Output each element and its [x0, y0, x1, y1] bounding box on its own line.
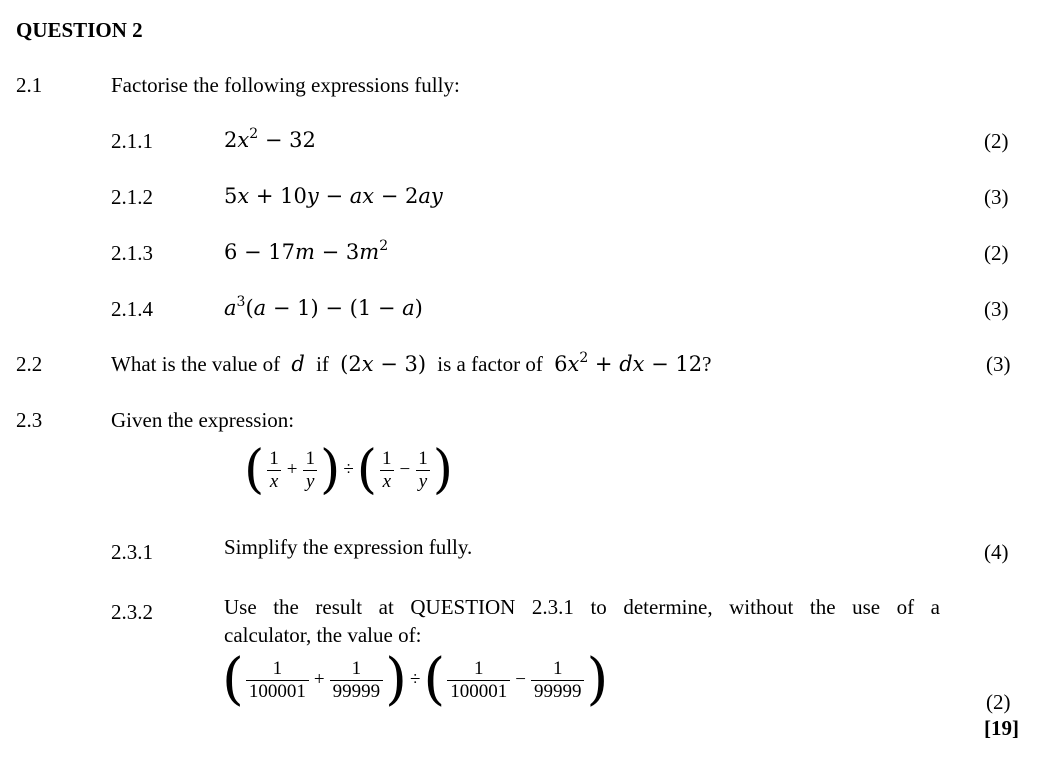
denominator: 100001 [246, 680, 309, 703]
question-2-3-intro: Given the expression: [111, 408, 295, 432]
fraction-expression-1: ( $\frac{1}{x}$ + $\frac{1}{y}$ ) ÷ ( $\frac{1}{x}$ − $\frac{1}{y}$ ) [244, 440, 454, 500]
denominator: x [267, 470, 281, 493]
denominator: y [303, 470, 317, 493]
numerator: 1 [272, 657, 283, 679]
denominator: y [416, 470, 430, 493]
divide-operator: ÷ [409, 669, 421, 690]
divide-operator: ÷ [343, 459, 354, 480]
marks-2-3-2: (2) [986, 690, 1011, 714]
question-2-2-text [111, 352, 711, 377]
item-number-2-1-1: 2.1.1 [111, 129, 153, 153]
question-2-2-text-a: What is the value of [111, 352, 281, 376]
total-marks: [19] [984, 716, 1019, 740]
numerator: 1 [473, 657, 484, 679]
denominator: 100001 [447, 680, 510, 703]
numerator: 1 [351, 657, 362, 679]
numerator: 1 [418, 447, 428, 469]
question-number-2-1: 2.1 [16, 73, 43, 97]
question-number-2-2: 2.2 [16, 352, 43, 376]
item-number-2-3-1: 2.3.1 [111, 540, 153, 564]
numerator: 1 [269, 447, 279, 469]
question-2-2-text-b: if [316, 352, 329, 376]
item-text-2-3-2-line2: calculator, the value of: [224, 623, 422, 647]
item-number-2-1-4: 2.1.4 [111, 297, 153, 321]
question-2-2-text-c: is a factor of [437, 352, 543, 376]
marks-2-1-1: (2) [984, 129, 1009, 153]
question-2-1-instruction: Factorise the following expressions fully: [111, 73, 460, 97]
expression-2-1-4: $a^3(a - 1) - (1 - a)$ [224, 294, 423, 320]
denominator: 99999 [330, 680, 384, 703]
question-number-2-3: 2.3 [16, 408, 43, 432]
marks-2-1-3: (2) [984, 241, 1009, 265]
item-text-2-3-2-line1: Use the result at QUESTION 2.3.1 to determine, without the use of a [224, 595, 940, 619]
item-number-2-1-2: 2.1.2 [111, 185, 153, 209]
plus-operator: + [313, 669, 325, 690]
expression-2-1-2: 5x + 10y − ax − 2ay [224, 184, 443, 208]
item-number-2-3-2: 2.3.2 [111, 600, 153, 624]
denominator: x [380, 470, 394, 493]
numerator: 1 [382, 447, 392, 469]
marks-2-1-4: (3) [984, 297, 1009, 321]
plus-operator: + [286, 459, 298, 480]
expression-2-1-3: $6 - 17m - 3m^2$ [224, 238, 389, 264]
minus-operator: − [515, 669, 526, 690]
marks-2-1-2: (3) [984, 185, 1009, 209]
question-title: QUESTION 2 [16, 18, 143, 42]
fraction-expression-2: ( $\frac{1}{100001}$ + $\frac{1}{99999}$ ) ÷ ( $\frac{1}{100001}$ − $\frac{1}{99999}$ ) [222, 647, 609, 712]
question-mark: ? [702, 352, 712, 376]
expression-2-1-1: $2x^2 - 32$ [224, 126, 316, 152]
marks-2-2: (3) [986, 352, 1011, 376]
denominator: 99999 [531, 680, 585, 703]
marks-2-3-1: (4) [984, 540, 1009, 564]
polynomial-expression: $6x^2$ + dx − 12 [554, 350, 703, 376]
item-text-2-3-1: Simplify the expression fully. [224, 535, 473, 559]
item-number-2-1-3: 2.1.3 [111, 241, 153, 265]
numerator: 1 [305, 447, 316, 469]
factor-expression: (2x − 3) [340, 352, 427, 376]
numerator: 1 [552, 657, 563, 679]
variable-d: d [291, 352, 305, 376]
minus-operator: − [399, 459, 411, 480]
